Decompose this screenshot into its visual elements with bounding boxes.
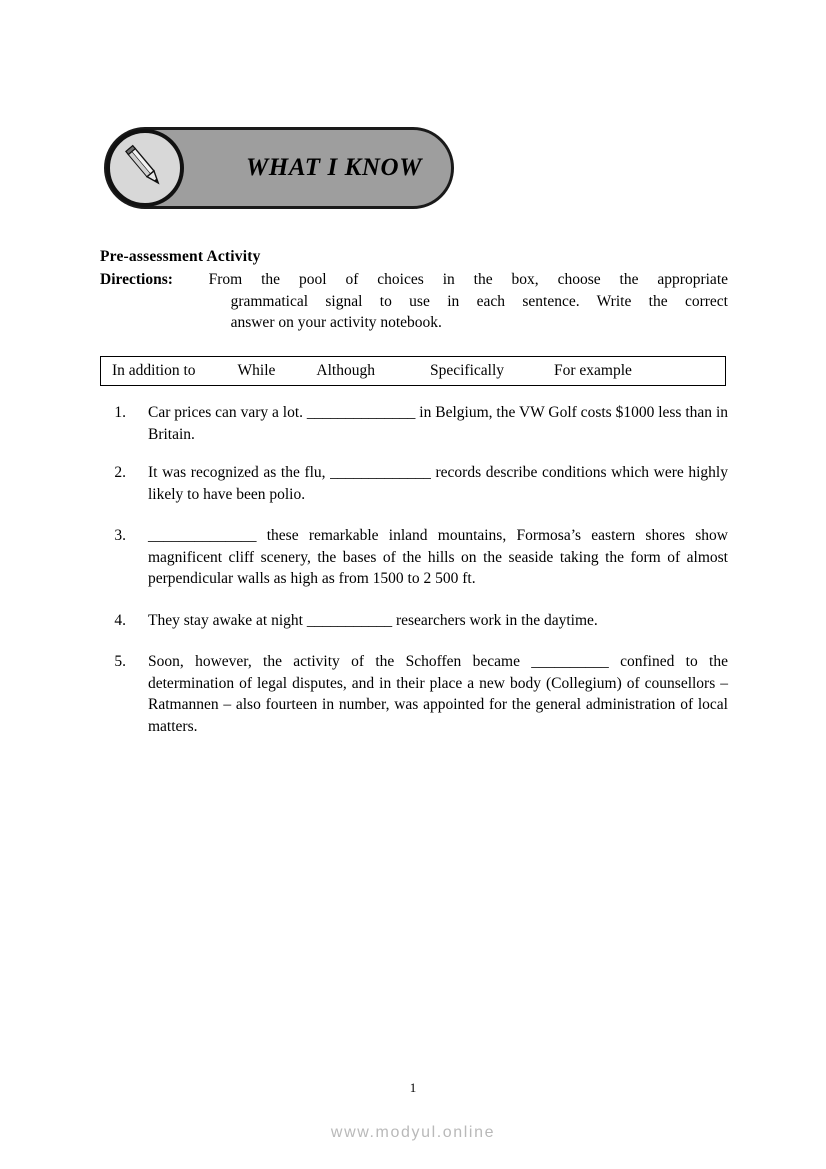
question-text: Car prices can vary a lot. ______________ in Belgium, the VW Golf costs $1000 less than in Britain. xyxy=(148,404,728,443)
question-number: 2. xyxy=(114,464,126,481)
question-text: ______________ these remarkable inland mountains, Formosa’s eastern shores show magnificent cliff scenery, the bases of the hills on the seaside taking the form of almost perpendicular walls as high as from 1500 to 2 500 ft. xyxy=(148,527,728,587)
directions-label: Directions: xyxy=(100,271,173,288)
choice-item: Although xyxy=(316,362,375,379)
pencil-icon xyxy=(106,129,184,207)
choice-item: Specifically xyxy=(429,362,504,379)
list-item xyxy=(100,525,728,590)
question-text: It was recognized as the flu, _____________ records describe conditions which were highly likely to have been polio. xyxy=(148,464,728,503)
choice-item: For example xyxy=(554,362,632,379)
question-list xyxy=(100,402,728,754)
directions-line-2: grammatical signal to use in each sentence. Write the correct xyxy=(230,292,728,310)
choices-box xyxy=(100,356,726,386)
directions-block xyxy=(100,269,728,334)
question-text: They stay awake at night ___________ researchers work in the daytime. xyxy=(148,611,598,629)
question-number: 4. xyxy=(114,611,126,629)
question-text: Soon, however, the activity of the Schoffen became __________ confined to the determination of legal disputes, and in their place a new body (Collegium) of counsellors – Ratmannen – also fourteen in number, was appointed for the general administration of local matters. xyxy=(148,653,728,735)
list-item xyxy=(100,462,728,505)
choice-item: While xyxy=(237,362,276,379)
page-number: 1 xyxy=(409,1080,417,1095)
list-item xyxy=(100,402,728,445)
list-item xyxy=(100,651,728,737)
watermark: www.modyul.online xyxy=(330,1124,496,1141)
choice-item: In addition to xyxy=(112,362,196,379)
question-number: 5. xyxy=(114,653,126,670)
banner-title: WHAT I KNOW xyxy=(245,154,423,181)
directions-line-3: answer on your activity notebook. xyxy=(230,314,442,331)
list-item xyxy=(100,610,728,632)
question-number: 1. xyxy=(114,404,126,421)
directions-line-1: From the pool of choices in the box, choose the appropriate xyxy=(208,271,728,288)
section-banner xyxy=(104,127,454,209)
page-title: Pre-assessment Activity xyxy=(100,248,261,265)
question-number: 3. xyxy=(114,527,126,544)
